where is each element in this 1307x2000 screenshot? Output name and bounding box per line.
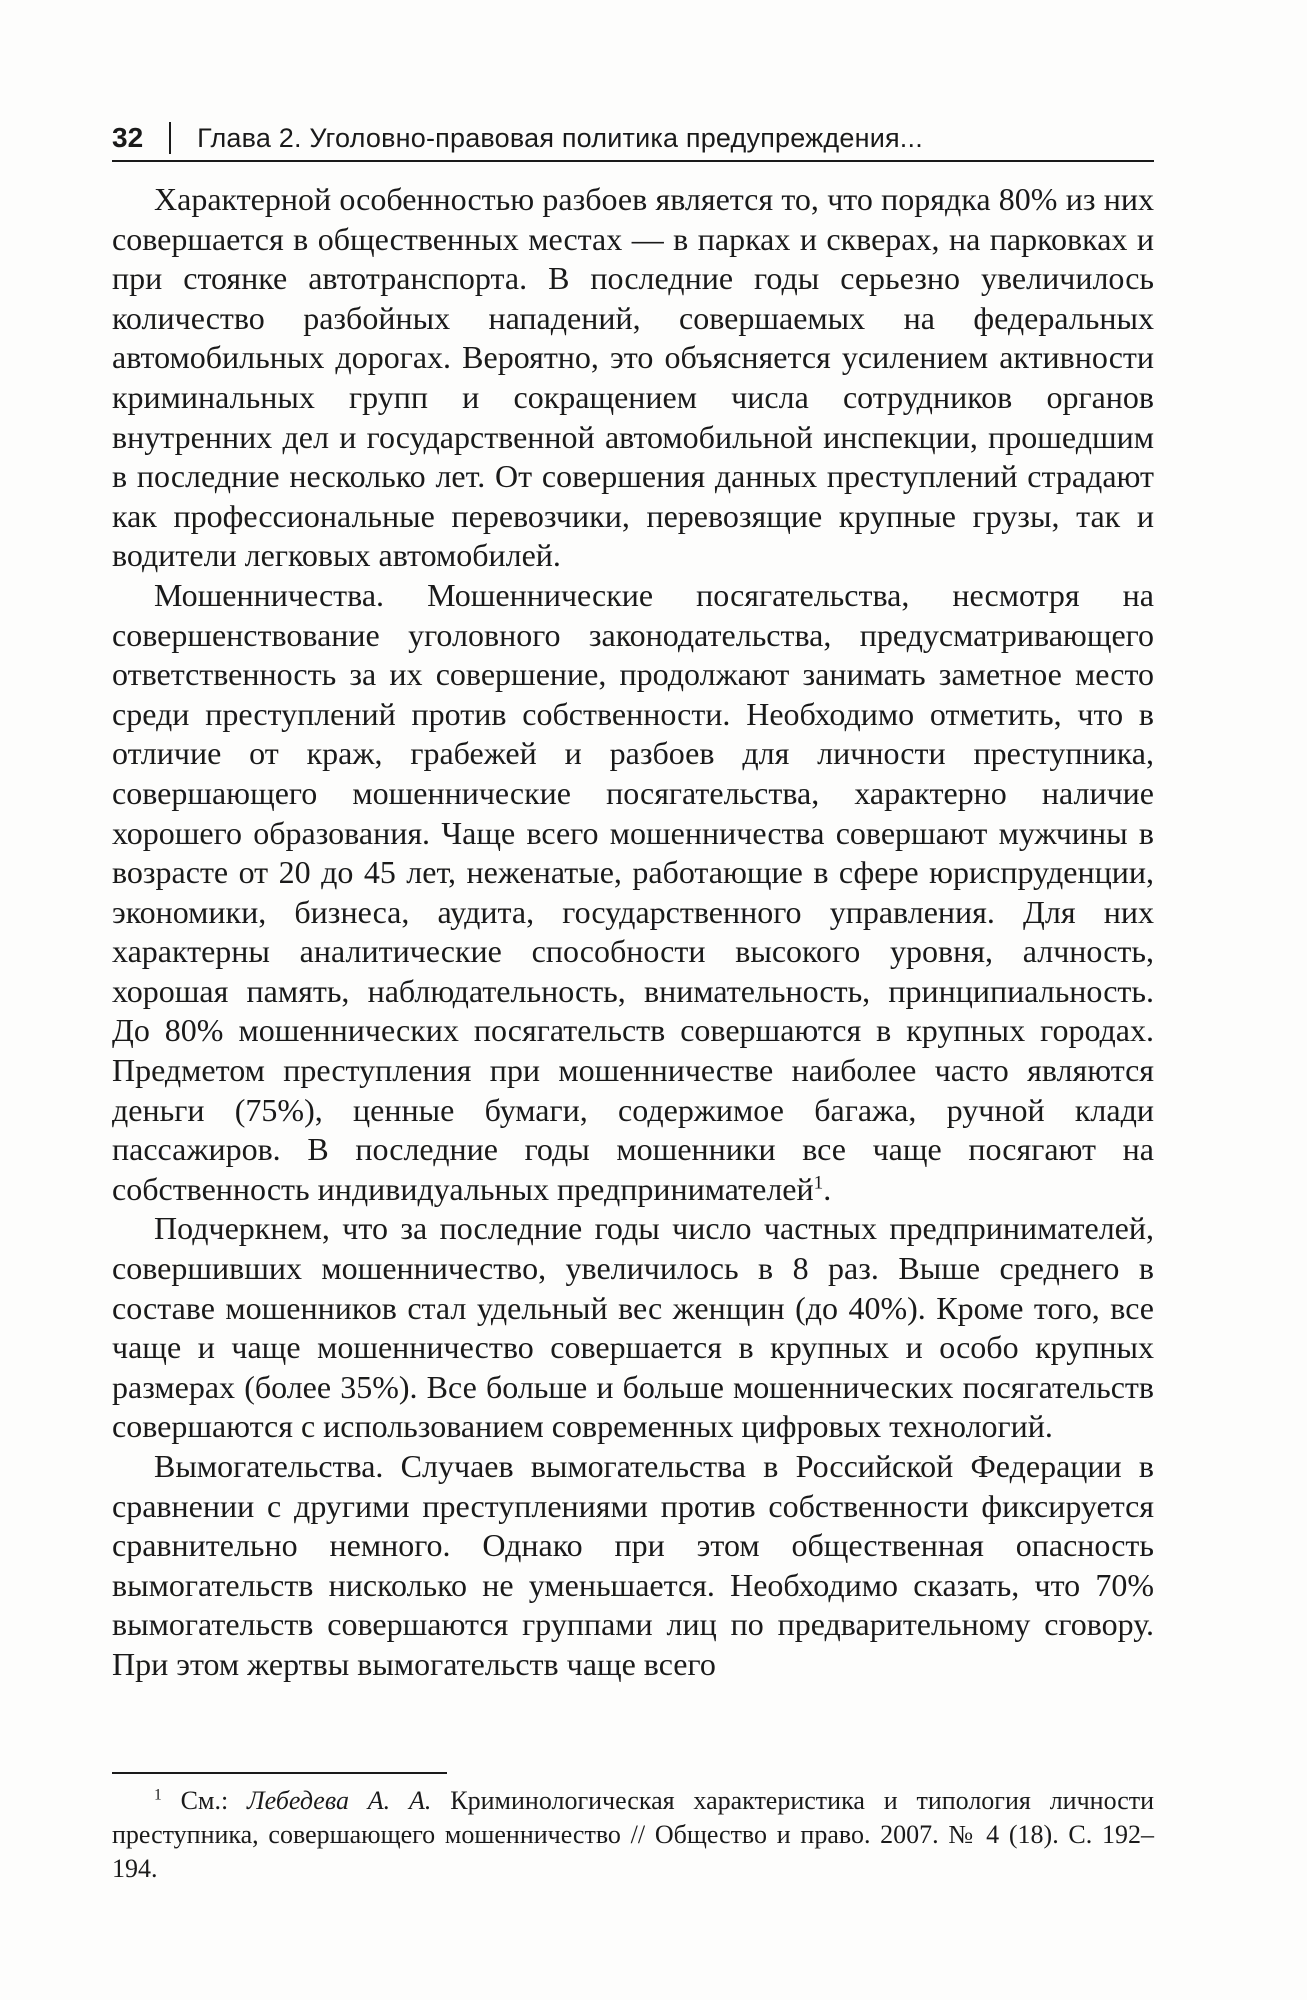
header-rule	[112, 160, 1154, 162]
paragraph-fraud-text: Мошенничества. Мошеннические посягательства, несмотря на совершенствование уголовного законодательства, предусматривающего ответственность за их совершение, продолжают занимать заметное место среди преступлений против собственности. Необходимо отметить, что в отличие от краж, грабежей и разбоев для личности преступника, совершающего мошеннические посягательства, характерно наличие хорошего образования. Чаще всего мошенничества совершают мужчины в возрасте от 20 до 45 лет, неженатые, работающие в сфере юриспруденции, экономики, бизнеса, аудита, государственного управления. Для них характерны аналитические способности высокого уровня, алчность, хорошая память, наблюдательность, внимательность, принципиальность. До 80% мошеннических посягательств совершаются в крупных городах. Предметом преступления при мошенничестве наиболее часто являются деньги (75%), ценные бумаги, содержимое багажа, ручной клади пассажиров. В последние годы мошенники все чаще посягают на собственность индивидуальных предпринимателей	[112, 576, 1154, 1207]
footnote-author: Лебедева А. А.	[247, 1786, 432, 1815]
chapter-title: Глава 2. Уголовно-правовая политика предупреждения...	[197, 122, 923, 153]
body-text	[112, 180, 1154, 1685]
running-head	[112, 116, 1154, 160]
footnote-rule	[112, 1772, 447, 1774]
page-number: 32	[112, 122, 144, 153]
paragraph-fraud	[112, 576, 1154, 1210]
footnote-text: Криминологическая характеристика и типология личности преступника, совершающего мошенничество // Общество и право. 2007. № 4 (18). С. 192–194.	[112, 1786, 1155, 1883]
header-separator	[169, 122, 171, 154]
footnote-reference: 1	[813, 1172, 824, 1194]
paragraph-extortion: Вымогательства. Случаев вымогательства в Российской Федерации в сравнении с другими преступлениями против собственности фиксируется сравнительно немного. Однако при этом общественная опасность вымогательств нисколько не уменьшается. Необходимо сказать, что 70% вымогательств совершаются группами лиц по предварительному сговору. При этом жертвы вымогательств чаще всего	[112, 1448, 1154, 1682]
paragraph-robbery: Характерной особенностью разбоев является то, что порядка 80% из них совершается в общественных местах — в парках и скверах, на парковках и при стоянке автотранспорта. В последние годы серьезно увеличилось количество разбойных нападений, совершаемых на федеральных автомобильных дорогах. Вероятно, это объясняется усилением активности криминальных групп и сокращением числа сотрудников органов внутренних дел и государственной автомобильной инспекции, прошедшим в последние несколько лет. От совершения данных преступлений страдают как профессиональные перевозчики, перевозящие крупные грузы, так и водители легковых автомобилей.	[112, 181, 1154, 574]
footnote-marker: 1	[154, 1786, 162, 1804]
footnote-reference-period: .	[823, 1170, 832, 1207]
footnote-prefix: См.:	[180, 1786, 229, 1815]
footnote	[112, 1784, 1154, 1886]
paragraph-entrepreneurs: Подчеркнем, что за последние годы число частных предпринимателей, совершивших мошенничество, увеличилось в 8 раз. Выше среднего в составе мошенников стал удельный вес женщин (до 40%). Кроме того, все чаще и чаще мошенничество совершается в крупных и особо крупных размерах (более 35%). Все больше и больше мошеннических посягательств совершаются с использованием современных цифровых технологий.	[112, 1210, 1154, 1445]
